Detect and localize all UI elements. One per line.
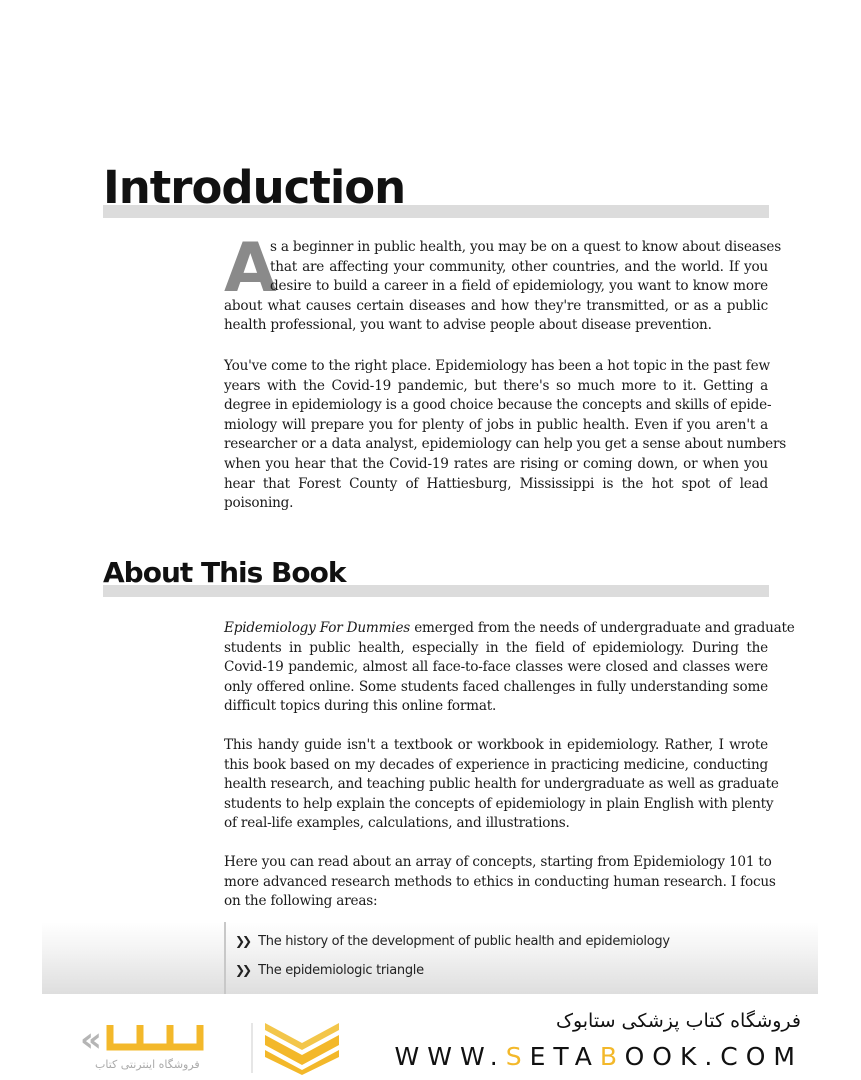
text-line: hear that Forest County of Hattiesburg, Mississippi is the hot spot of lead <box>224 475 768 492</box>
text-line: that are affecting your community, other countries, and the world. If you <box>270 258 768 275</box>
intro-paragraph-2 <box>224 357 787 514</box>
text-line: health research, and teaching public health for undergraduate as well as graduate <box>224 776 779 793</box>
text-line: s a beginner in public health, you may be on a quest to know about diseases <box>270 239 781 255</box>
text-span: emerged from the needs of undergraduate and graduate <box>410 620 795 636</box>
about-paragraph-2 <box>224 736 779 834</box>
about-paragraph-3 <box>224 853 776 912</box>
svg-text:«: « <box>80 1020 102 1060</box>
text-line: years with the Covid-19 pandemic, but there's so much more to it. Getting a <box>224 377 768 394</box>
text-line: more advanced research methods to ethics in conducting human research. I focus <box>224 873 776 890</box>
text-line: when you hear that the Covid-19 rates are rising or coming down, or when you <box>224 455 768 472</box>
text-line: health professional, you want to advise people about disease prevention. <box>224 317 712 334</box>
bullet-text: The history of the development of public health and epidemiology <box>258 934 670 949</box>
text-line: Covid-19 pandemic, almost all face-to-face classes were closed and classes were <box>224 659 768 676</box>
bullet-item <box>235 934 670 949</box>
text-line: about what causes certain diseases and how they're transmitted, or as a public <box>224 297 768 314</box>
section-heading-about: About This Book <box>103 556 346 589</box>
url-part: B <box>599 1042 625 1071</box>
url-part: OOK.COM <box>624 1042 803 1071</box>
url-part: S <box>505 1042 530 1071</box>
bullet-text: The epidemiologic triangle <box>258 963 424 978</box>
bullet-list-rule <box>224 922 226 994</box>
text-line: students to help explain the concepts of epidemiology in plain English with plenty <box>224 795 774 812</box>
drop-cap: A <box>224 229 277 308</box>
logo-subtitle: فروشگاه اینترنتی کتاب <box>95 1058 200 1071</box>
text-line: desire to build a career in a field of epidemiology, you want to know more <box>270 278 768 295</box>
text-line: You've come to the right place. Epidemiology has been a hot topic in the past few <box>224 358 770 374</box>
text-line: This handy guide isn't a textbook or workbook in epidemiology. Rather, I wrote <box>224 737 768 753</box>
store-name: فروشگاه کتاب پزشکی ستابوک <box>555 1010 801 1032</box>
text-line: degree in epidemiology is a good choice because the concepts and skills of epide- <box>224 397 772 414</box>
url-part: WWW. <box>394 1042 506 1071</box>
text-line: only offered online. Some students faced challenges in fully understanding some <box>224 678 768 695</box>
about-paragraph-1 <box>224 619 795 717</box>
store-url <box>395 1042 803 1071</box>
text-line: Here you can read about an array of concepts, starting from Epidemiology 101 to <box>224 854 772 870</box>
text-line: students in public health, especially in the field of epidemiology. During the <box>224 639 768 656</box>
text-line: this book based on my decades of experience in practicing medicine, conducting <box>224 756 768 773</box>
text-line: of real-life examples, calculations, and illustrations. <box>224 815 570 832</box>
text-line <box>224 619 795 639</box>
double-chevron-icon: ❯❯ <box>235 934 250 948</box>
double-chevron-icon: ❯❯ <box>235 963 250 977</box>
intro-paragraph-1 <box>224 229 781 336</box>
text-line: poisoning. <box>224 495 294 512</box>
text-line: miology will prepare you for plenty of jobs in public health. Even if you aren't a <box>224 416 768 433</box>
url-part: ETA <box>529 1042 600 1071</box>
section-heading-introduction: Introduction <box>103 161 406 214</box>
text-line: difficult topics during this online format. <box>224 698 497 715</box>
bullet-list-background <box>42 922 818 994</box>
book-title: Epidemiology For Dummies <box>224 620 411 636</box>
text-line: researcher or a data analyst, epidemiology can help you get a sense about numbers <box>224 436 787 453</box>
bullet-item <box>235 963 424 978</box>
text-line: on the following areas: <box>224 893 378 910</box>
